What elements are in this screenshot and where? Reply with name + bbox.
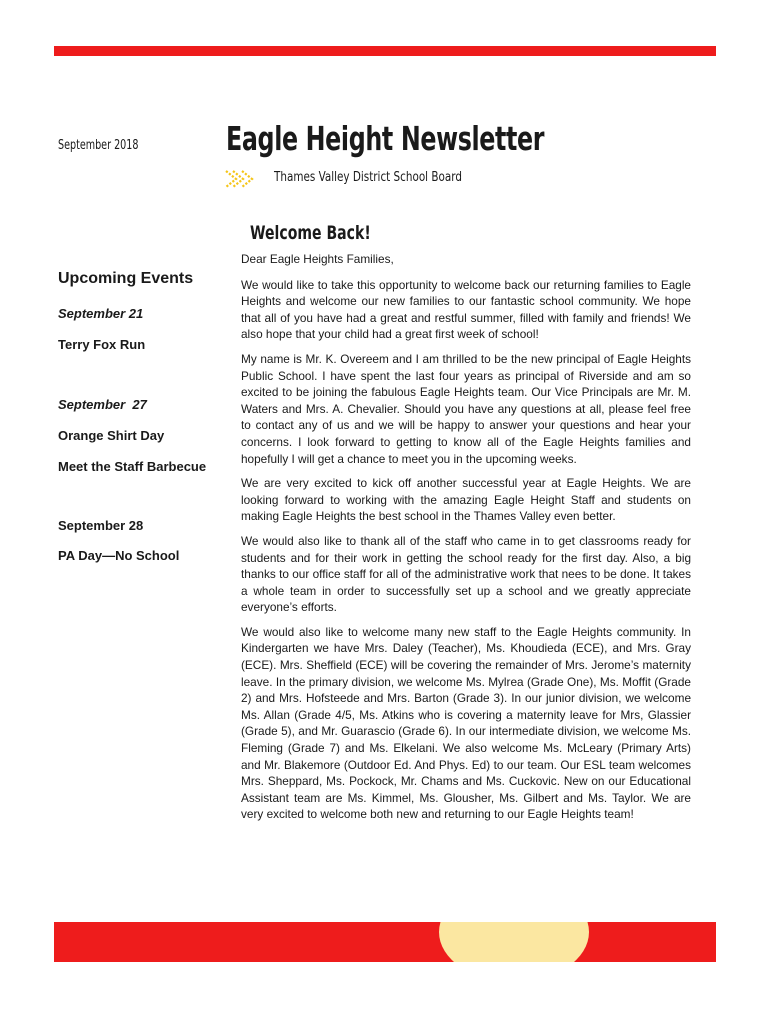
event-date: September 27 <box>58 397 147 412</box>
welcome-heading: Welcome Back! <box>250 222 371 244</box>
event-name: Orange Shirt Day <box>58 428 165 443</box>
event-name: PA Day—No School <box>58 548 180 563</box>
greeting: Dear Eagle Heights Families, <box>241 252 394 266</box>
article-body <box>241 251 691 831</box>
newsletter-subtitle: Thames Valley District School Board <box>274 170 462 185</box>
paragraph: We would also like to welcome many new staff to the Eagle Heights community. In Kindergarten we have Mrs. Daley (Teacher), Ms. Khoudieda (ECE), and Mrs. Gray (ECE). Mrs. Sheffield (ECE) will be covering the remainder of Mrs. Jerome’s maternity leave. In the primary division, we welcome Ms. Mylrea (Grade One), Ms. Moffit (Grade 2) and Mrs. Hofsteede and Mrs. Barton (Grade 3). In our junior division, we welcome Ms. Allan (Grade 4/5, Ms. Atkins who is covering a maternity leave for Mrs, Glassier (Grade 5), and Mr. Guarascio (Grade 6). In our intermediate division, we welcome Ms. Fleming (Grade 7) and Ms. Elkelani. We also welcome Ms. McLeary (Primary Arts) and Mr. Blakemore (Outdoor Ed. And Phys. Ed) to our team. Our ESL team welcomes Mrs. Sheppard, Ms. Pockock, Mr. Chams and Ms. Cuckovic. New on our Educational Assistant team are Ms. Kimmel, Ms. Glousher, Ms. Gilbert and Ms. Taylor. We are very excited to welcome both new and returning to our Eagle Heights team! <box>241 624 691 822</box>
event-name: Meet the Staff Barbecue <box>58 459 207 474</box>
newsletter-title: Eagle Height Newsletter <box>226 119 545 158</box>
paragraph: We would also like to thank all of the staff who came in to get classrooms ready for students and for their work in getting the school ready for the first day. Also, a big thanks to our office staff for all of the administrative work that nees to be done. It takes a whole team in order to successfully set up a school and we greatly appreciate everyone’s efforts. <box>241 533 691 615</box>
sun-decoration <box>439 922 589 962</box>
event-date: September 21 <box>58 306 144 321</box>
paragraph: We are very excited to kick off another successful year at Eagle Heights. We are looking forward to working with the amazing Eagle Height Staff and students on making Eagle Heights the best school in the Thames Valley even better. <box>241 476 691 524</box>
sidebar-heading: Upcoming Events <box>58 270 194 287</box>
paragraph: We would like to take this opportunity to welcome back our returning families to Eagle Heights and welcome our new families to our fantastic school community. We hope that all of you have had a great and restful summer, filled with family and friends! We also hope that your child had a great first week of school! <box>241 277 691 342</box>
issue-date: September 2018 <box>58 138 139 153</box>
event-name: Terry Fox Run <box>58 337 146 352</box>
paragraph: My name is Mr. K. Overeem and I am thrilled to be the new principal of Eagle Heights Public School. I have spent the last four years as principal of Riverside and am so excited to be joining the fabulous Eagle Heights team. Our Vice Principals are Mr. M. Waters and Mrs. A. Chevalier. Should you have any questions at all, please feel free to contact any of us and we will be happy to answer your questions and hear your concerns. I look forward to getting to know all of the Eagle Heights families and hopefully I will get a chance to meet you in the upcoming weeks. <box>241 351 691 466</box>
bottom-accent-band <box>54 922 716 962</box>
top-accent-bar <box>54 46 716 56</box>
upcoming-events-sidebar <box>58 270 228 563</box>
event-date: September 28 <box>58 518 144 533</box>
double-chevron-right-icon <box>223 168 259 190</box>
